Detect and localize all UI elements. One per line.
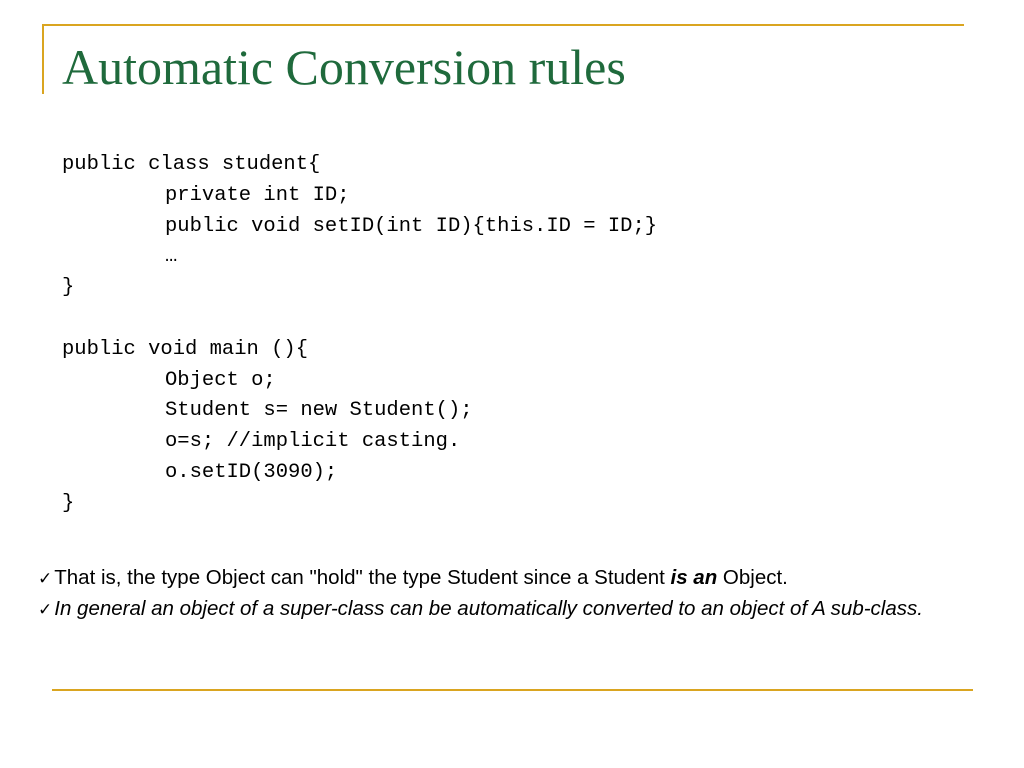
code-line: Object o; [165,368,276,392]
code-block [62,150,657,520]
code-line: Student s= new Student(); [165,399,473,423]
frame-top-line [42,24,964,26]
frame-left-line [42,24,44,94]
bullet-item [38,563,1013,594]
code-line: … [165,245,178,269]
code-spacer [62,304,657,335]
code-line: private int ID; [165,183,350,207]
code-line: public class student{ [62,153,321,176]
bullet-emphasis: is an [670,566,718,589]
code-line: public void main (){ [62,337,309,361]
code-line: } [62,491,75,515]
code-line: o=s; //implicit casting. [165,430,461,454]
check-icon: ✓ [38,600,53,620]
bullet-list [38,563,1013,625]
bullet-text: Object. [717,566,788,589]
code-line: o.setID(3090); [165,460,338,484]
frame-bottom-line [52,689,973,691]
slide-title: Automatic Conversion rules [62,39,626,95]
code-line: public void setID(int ID){this.ID = ID;} [165,214,658,238]
bullet-item [38,594,1013,625]
code-line: } [62,276,75,300]
bullet-text: That is, the type Object can "hold" the type Student since a Student [54,566,671,589]
check-icon: ✓ [38,569,53,589]
bullet-text: In general an object of a super-class can be automatically converted to an object of A sub-class. [54,597,923,620]
